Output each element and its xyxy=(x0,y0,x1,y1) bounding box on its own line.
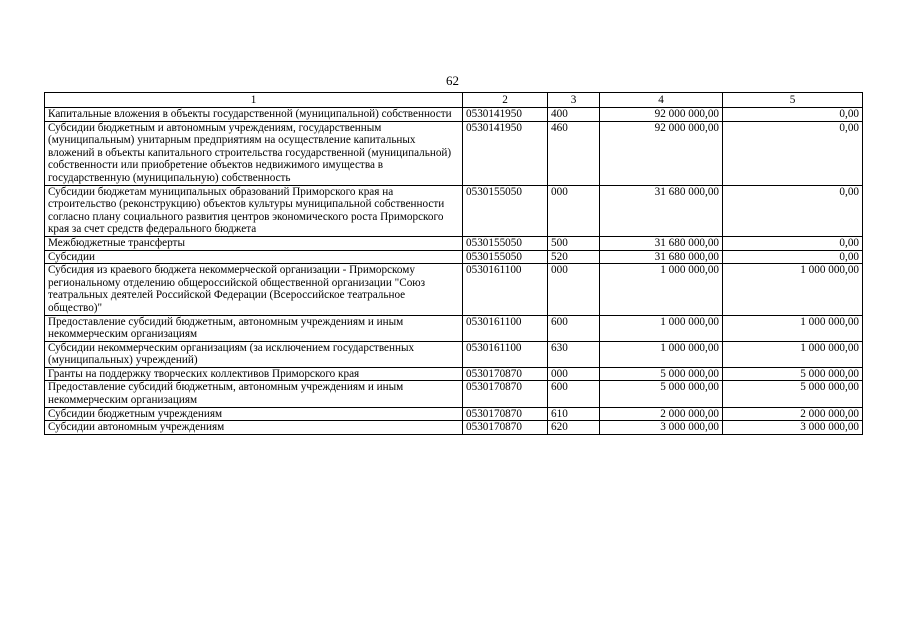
page-number: 62 xyxy=(446,73,459,88)
table-row xyxy=(45,108,863,122)
table-row xyxy=(45,264,863,315)
row-kind: 000 xyxy=(548,185,600,236)
table-row xyxy=(45,236,863,250)
row-kind: 400 xyxy=(548,108,600,122)
row-amount-col4: 2 000 000,00 xyxy=(600,407,723,421)
row-amount-col5: 1 000 000,00 xyxy=(723,315,863,341)
row-kind: 000 xyxy=(548,264,600,315)
header-col-4: 4 xyxy=(600,93,723,108)
row-name: Субсидия из краевого бюджета некоммерческой организации - Приморскому региональному отделению общероссийской общественной организации "Союз театральных деятелей Российской Федерации (Всероссийское театральное общество)" xyxy=(45,264,463,315)
row-name: Субсидии бюджетным учреждениям xyxy=(45,407,463,421)
row-amount-col4: 1 000 000,00 xyxy=(600,315,723,341)
row-kind: 460 xyxy=(548,121,600,185)
row-amount-col4: 31 680 000,00 xyxy=(600,236,723,250)
row-code: 0530161100 xyxy=(463,341,548,367)
row-name: Предоставление субсидий бюджетным, автономным учреждениям и иным некоммерческим организациям xyxy=(45,381,463,407)
row-kind: 600 xyxy=(548,381,600,407)
row-amount-col5: 5 000 000,00 xyxy=(723,381,863,407)
budget-table xyxy=(44,92,863,435)
row-amount-col4: 5 000 000,00 xyxy=(600,381,723,407)
header-col-1: 1 xyxy=(45,93,463,108)
row-kind: 520 xyxy=(548,250,600,264)
table-row xyxy=(45,121,863,185)
table-row xyxy=(45,315,863,341)
row-name: Субсидии xyxy=(45,250,463,264)
row-kind: 000 xyxy=(548,367,600,381)
table-header-row xyxy=(45,93,863,108)
row-name: Предоставление субсидий бюджетным, автономным учреждениям и иным некоммерческим организациям xyxy=(45,315,463,341)
row-code: 0530141950 xyxy=(463,121,548,185)
row-code: 0530161100 xyxy=(463,264,548,315)
row-amount-col5: 1 000 000,00 xyxy=(723,341,863,367)
table-row xyxy=(45,407,863,421)
row-kind: 610 xyxy=(548,407,600,421)
table-row xyxy=(45,381,863,407)
header-col-5: 5 xyxy=(723,93,863,108)
row-amount-col5: 0,00 xyxy=(723,185,863,236)
row-amount-col5: 5 000 000,00 xyxy=(723,367,863,381)
table-row xyxy=(45,367,863,381)
row-kind: 600 xyxy=(548,315,600,341)
row-amount-col5: 0,00 xyxy=(723,108,863,122)
row-name: Капитальные вложения в объекты государственной (муниципальной) собственности xyxy=(45,108,463,122)
row-amount-col5: 1 000 000,00 xyxy=(723,264,863,315)
table-row xyxy=(45,250,863,264)
row-name: Субсидии некоммерческим организациям (за исключением государственных (муниципальных) учреждений) xyxy=(45,341,463,367)
header-col-3: 3 xyxy=(548,93,600,108)
row-amount-col4: 31 680 000,00 xyxy=(600,185,723,236)
row-name: Гранты на поддержку творческих коллективов Приморского края xyxy=(45,367,463,381)
row-amount-col5: 0,00 xyxy=(723,121,863,185)
header-col-2: 2 xyxy=(463,93,548,108)
row-code: 0530141950 xyxy=(463,108,548,122)
row-code: 0530170870 xyxy=(463,381,548,407)
table-row xyxy=(45,341,863,367)
row-kind: 500 xyxy=(548,236,600,250)
row-name: Межбюджетные трансферты xyxy=(45,236,463,250)
table-row xyxy=(45,421,863,435)
row-amount-col4: 92 000 000,00 xyxy=(600,108,723,122)
row-amount-col5: 0,00 xyxy=(723,250,863,264)
row-name: Субсидии бюджетам муниципальных образований Приморского края на строительство (реконструкцию) объектов культуры муниципальной собственности согласно плану социального развития центров экономического роста Приморского края за счет средств федерального бюджета xyxy=(45,185,463,236)
row-amount-col4: 31 680 000,00 xyxy=(600,250,723,264)
row-amount-col4: 1 000 000,00 xyxy=(600,264,723,315)
row-amount-col4: 5 000 000,00 xyxy=(600,367,723,381)
row-code: 0530155050 xyxy=(463,250,548,264)
row-kind: 630 xyxy=(548,341,600,367)
row-code: 0530161100 xyxy=(463,315,548,341)
row-amount-col4: 1 000 000,00 xyxy=(600,341,723,367)
row-code: 0530170870 xyxy=(463,421,548,435)
row-name: Субсидии бюджетным и автономным учреждениям, государственным (муниципальным) унитарным предприятиям на осуществление капитальных вложений в объекты капитального строительства государственной (муниципальной) собственности или приобретение объектов недвижимого имущества в государственную (муниципальную) собственность xyxy=(45,121,463,185)
row-amount-col4: 92 000 000,00 xyxy=(600,121,723,185)
row-amount-col5: 2 000 000,00 xyxy=(723,407,863,421)
row-amount-col5: 0,00 xyxy=(723,236,863,250)
row-code: 0530155050 xyxy=(463,236,548,250)
row-code: 0530170870 xyxy=(463,407,548,421)
row-code: 0530170870 xyxy=(463,367,548,381)
table-row xyxy=(45,185,863,236)
row-amount-col5: 3 000 000,00 xyxy=(723,421,863,435)
row-code: 0530155050 xyxy=(463,185,548,236)
row-name: Субсидии автономным учреждениям xyxy=(45,421,463,435)
row-kind: 620 xyxy=(548,421,600,435)
row-amount-col4: 3 000 000,00 xyxy=(600,421,723,435)
